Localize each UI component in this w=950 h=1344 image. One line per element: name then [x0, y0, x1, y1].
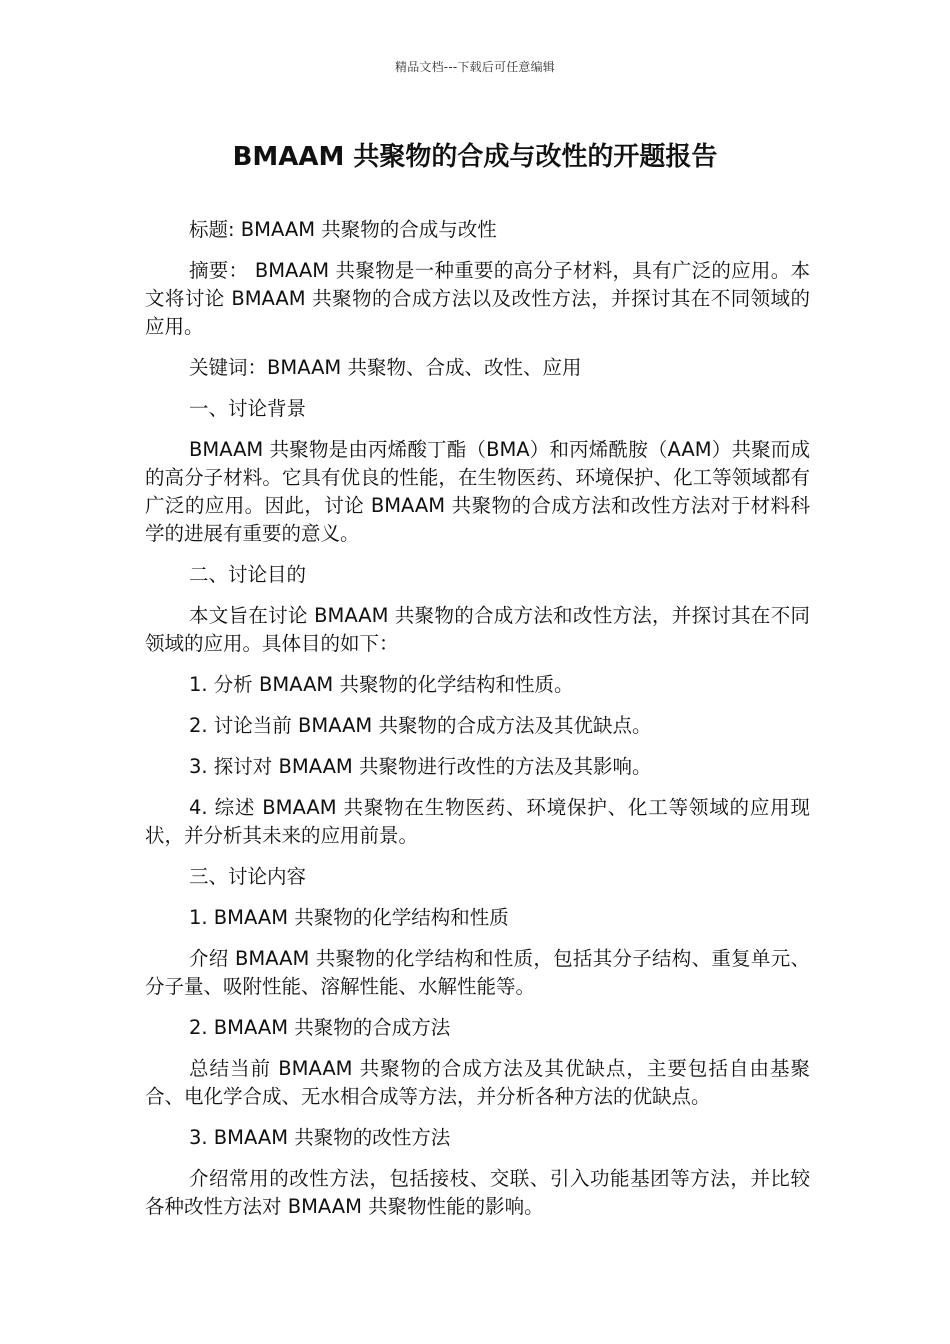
list-item-purpose-2: 2. 讨论当前 BMAAM 共聚物的合成方法及其优缺点。 [189, 714, 652, 737]
document-title: BMAAM 共聚物的合成与改性的开题报告 [232, 142, 718, 172]
paragraph-purpose: 本文旨在讨论 BMAAM 共聚物的合成方法和改性方法，并探讨其在不同领域的应用。具体目的如下： [145, 604, 810, 655]
section-heading-purpose: 二、讨论目的 [189, 563, 307, 586]
paragraph-structure: 介绍 BMAAM 共聚物的化学结构和性质，包括其分子结构、重复单元、分子量、吸附性能、溶解性能、水解性能等。 [145, 947, 810, 998]
subheading-modification: 3. BMAAM 共聚物的改性方法 [189, 1126, 451, 1149]
list-item-purpose-1: 1. 分析 BMAAM 共聚物的化学结构和性质。 [189, 673, 574, 696]
section-heading-content: 三、讨论内容 [189, 865, 307, 888]
list-item-purpose-3: 3. 探讨对 BMAAM 共聚物进行改性的方法及其影响。 [189, 755, 652, 778]
paragraph-keywords: 关键词：BMAAM 共聚物、合成、改性、应用 [189, 356, 582, 379]
paragraph-modification: 介绍常用的改性方法，包括接枝、交联、引入功能基团等方法，并比较各种改性方法对 BMAAM 共聚物性能的影响。 [145, 1167, 810, 1218]
document-body [145, 216, 810, 1234]
header-note: 精品文档---下载后可任意编辑 [395, 60, 555, 74]
paragraph-abstract: 摘要： BMAAM 共聚物是一种重要的高分子材料，具有广泛的应用。本文将讨论 BMAAM 共聚物的合成方法以及改性方法，并探讨其在不同领域的应用。 [145, 259, 810, 338]
section-heading-background: 一、讨论背景 [189, 397, 307, 420]
paragraph-subject: 标题: BMAAM 共聚物的合成与改性 [189, 218, 497, 241]
paragraph-synthesis: 总结当前 BMAAM 共聚物的合成方法及其优缺点，主要包括自由基聚合、电化学合成、无水相合成等方法，并分析各种方法的优缺点。 [145, 1057, 810, 1108]
paragraph-background: BMAAM 共聚物是由丙烯酸丁酯（BMA）和丙烯酰胺（AAM）共聚而成的高分子材料。它具有优良的性能，在生物医药、环境保护、化工等领域都有广泛的应用。因此，讨论 BMAAM 共聚物的合成方法和改性方法对于材料科学的进展有重要的意义。 [145, 438, 810, 545]
list-item-purpose-4: 4. 综述 BMAAM 共聚物在生物医药、环境保护、化工等领域的应用现状，并分析其未来的应用前景。 [145, 796, 810, 847]
subheading-structure: 1. BMAAM 共聚物的化学结构和性质 [189, 906, 509, 929]
subheading-synthesis: 2. BMAAM 共聚物的合成方法 [189, 1016, 451, 1039]
